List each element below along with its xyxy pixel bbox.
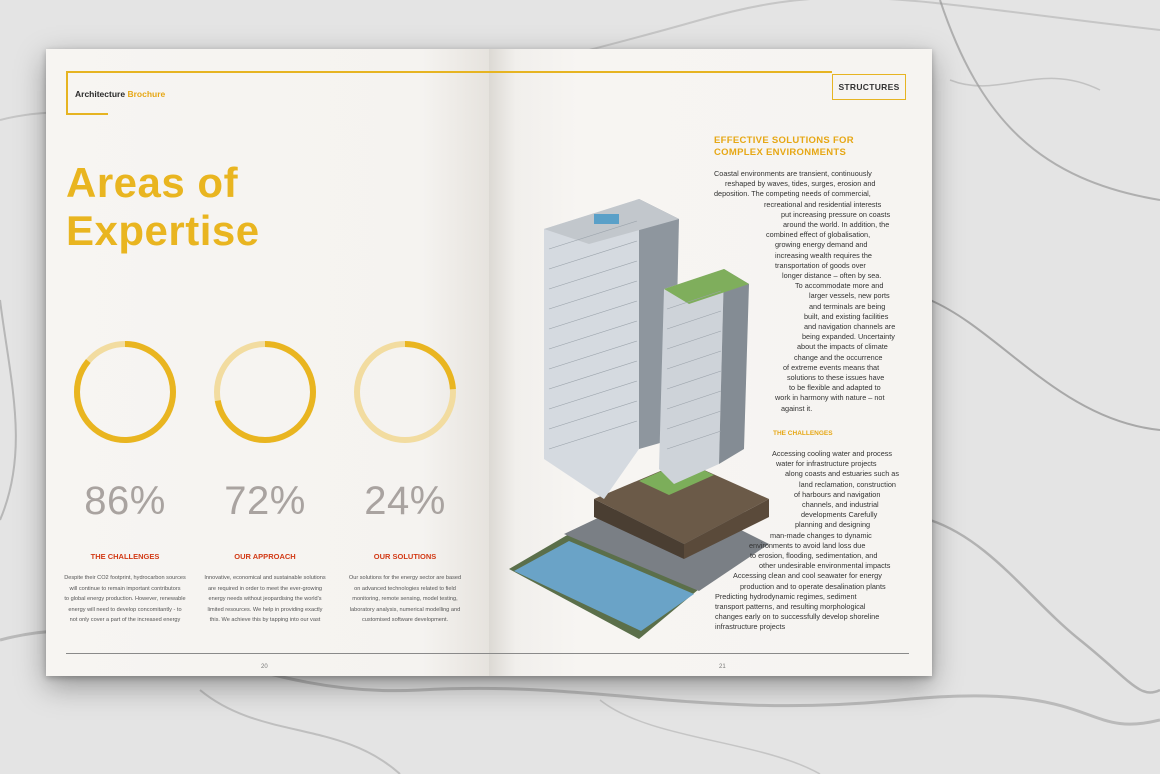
challenges-heading: THE CHALLENGES bbox=[773, 430, 833, 437]
text-line: work in harmony with nature – not bbox=[775, 393, 885, 403]
progress-ring-solutions bbox=[352, 339, 458, 445]
text-line: production and to operate desalination plants bbox=[740, 581, 886, 591]
text-challenges bbox=[55, 573, 195, 626]
text-line: Despite their CO2 footprint, hydrocarbon sources bbox=[64, 575, 186, 581]
text-line: transport patterns, and resulting morphological bbox=[715, 602, 866, 611]
text-line: deposition. The competing needs of commercial, bbox=[714, 189, 871, 199]
text-line: monitoring, remote sensing, model testing, bbox=[352, 596, 458, 602]
text-line: growing energy demand and bbox=[775, 240, 868, 250]
text-line: Innovative, economical and sustainable solutions bbox=[204, 575, 326, 581]
text-solutions bbox=[335, 573, 475, 626]
text-line: put increasing pressure on coasts bbox=[781, 209, 891, 219]
text-line: being expanded. Uncertainty bbox=[802, 332, 895, 342]
text-line: will continue to remain important contributors bbox=[69, 585, 181, 592]
text-line: combined effect of globalisation, bbox=[766, 230, 871, 240]
percent-approach: 72% bbox=[224, 479, 306, 523]
header-frame-bottom bbox=[66, 113, 108, 115]
text-line: increasing wealth requires the bbox=[775, 250, 872, 260]
progress-ring-approach bbox=[212, 339, 318, 445]
text-line: Predicting hydrodynamic regimes, sediment bbox=[715, 591, 857, 601]
text-line: developments Carefully bbox=[801, 510, 878, 520]
left-page bbox=[46, 49, 489, 676]
text-line: not only cover a part of the increased energy bbox=[69, 617, 181, 623]
text-line: longer distance – often by sea. bbox=[782, 271, 882, 280]
text-line: Accessing clean and cool seawater for energy bbox=[733, 571, 882, 581]
progress-ring-challenges bbox=[72, 339, 178, 445]
text-line: to global energy production. However, renewable bbox=[64, 596, 186, 602]
text-line: along coasts and estuaries such as bbox=[785, 469, 899, 479]
brand-main: Architecture bbox=[75, 89, 126, 99]
text-line: transportation of goods over bbox=[775, 260, 866, 270]
text-line: built, and existing facilities bbox=[804, 311, 889, 321]
text-line: and terminals are being bbox=[809, 301, 886, 311]
text-line: of extreme events means that bbox=[783, 362, 880, 372]
text-line: planning and designing bbox=[795, 520, 871, 530]
heading-approach: OUR APPROACH bbox=[234, 552, 296, 561]
text-line: man-made changes to dynamic bbox=[770, 530, 872, 540]
text-line: and navigation channels are bbox=[804, 322, 896, 331]
brochure-spread bbox=[46, 49, 932, 676]
text-line: customised software development. bbox=[361, 617, 449, 623]
text-line: solutions to these issues have bbox=[787, 373, 885, 382]
heading-solutions: OUR SOLUTIONS bbox=[373, 552, 437, 561]
brand-label bbox=[75, 89, 165, 99]
footer-rule bbox=[489, 653, 909, 654]
text-line: To accommodate more and bbox=[795, 281, 884, 291]
percent-solutions: 24% bbox=[364, 479, 446, 523]
text-line: to be flexible and adapted to bbox=[789, 383, 881, 393]
text-line: around the world. In addition, the bbox=[783, 220, 890, 229]
text-line: this. We achieve this by tapping into our vast bbox=[209, 617, 321, 623]
text-line: larger vessels, new ports bbox=[809, 291, 890, 301]
section-tag: STRUCTURES bbox=[832, 74, 906, 100]
text-line: change and the occurrence bbox=[794, 352, 883, 362]
text-line: other undesirable environmental impacts bbox=[759, 561, 891, 571]
header-rule bbox=[489, 71, 832, 73]
text-line: energy will need to develop concomitantly - to bbox=[68, 606, 182, 613]
page-number-right: 21 bbox=[719, 664, 726, 670]
text-line: environments to avoid land loss due bbox=[749, 540, 866, 550]
header-rule bbox=[66, 71, 489, 73]
text-line: to erosion, flooding, sedimentation, and bbox=[750, 551, 878, 560]
text-line: Our solutions for the energy sector are based bbox=[348, 575, 462, 581]
text-line: Accessing cooling water and process bbox=[772, 449, 893, 458]
brand-accent: Brochure bbox=[127, 89, 166, 99]
page-title: Areas of Expertise bbox=[66, 159, 260, 254]
text-line: reshaped by waves, tides, surges, erosion and bbox=[725, 179, 876, 189]
text-line: on advanced technologies related to field bbox=[354, 585, 456, 592]
text-line: are required in order to meet the ever-growing bbox=[207, 585, 323, 592]
text-line: water for infrastructure projects bbox=[776, 459, 877, 469]
header-frame-left bbox=[66, 71, 68, 115]
text-line: land reclamation, construction bbox=[799, 479, 896, 489]
percent-challenges: 86% bbox=[84, 479, 166, 523]
text-line: channels, and industrial bbox=[802, 500, 879, 509]
footer-rule bbox=[66, 653, 489, 654]
text-line: recreational and residential interests bbox=[764, 199, 882, 209]
text-line: against it. bbox=[781, 403, 813, 413]
text-line: limited resources. We help in providing exactly bbox=[207, 606, 323, 613]
text-line: Coastal environments are transient, continuously bbox=[714, 169, 872, 178]
solutions-title: EFFECTIVE SOLUTIONS FOR COMPLEX ENVIRONMENTS bbox=[714, 135, 854, 158]
heading-challenges: THE CHALLENGES bbox=[90, 552, 160, 561]
text-line: about the impacts of climate bbox=[797, 342, 888, 352]
text-line: of harbours and navigation bbox=[794, 489, 881, 499]
text-line: infrastructure projects bbox=[715, 622, 786, 632]
text-line: changes early on to successfully develop shoreline bbox=[715, 612, 880, 622]
right-page bbox=[489, 49, 932, 676]
text-approach bbox=[195, 573, 335, 626]
text-line: laboratory analysis, numerical modelling and bbox=[349, 606, 461, 613]
page-number-left: 20 bbox=[261, 664, 268, 670]
text-line: energy needs without jeopardising the world's bbox=[208, 596, 322, 602]
